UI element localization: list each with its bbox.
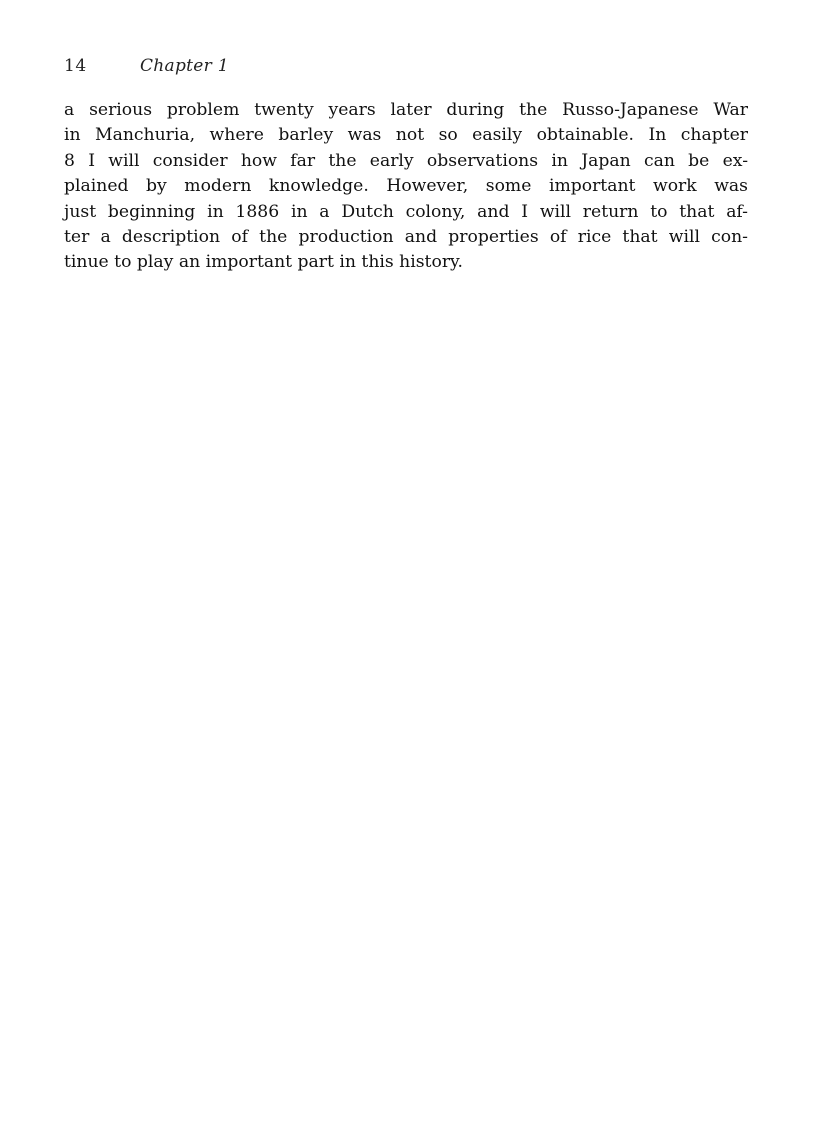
text-line: a serious problem twenty years later during the Russo-Japanese War — [64, 100, 748, 120]
text-line: ter a description of the production and properties of rice that will con- — [64, 227, 748, 248]
text-line: just beginning in 1886 in a Dutch colony, and I will return to that af- — [64, 201, 748, 222]
text-line: plained by modern knowledge. However, some important work was — [64, 176, 748, 197]
page-number: 14 — [64, 56, 87, 76]
text-line: 8 I will consider how far the early observations in Japan can be ex- — [64, 150, 748, 171]
running-head — [64, 56, 229, 78]
text-line: tinue to play an important part in this history. — [64, 252, 463, 273]
body-paragraph — [64, 98, 748, 276]
chapter-label: Chapter 1 — [140, 56, 229, 76]
text-line: in Manchuria, where barley was not so easily obtainable. In chapter — [64, 125, 748, 146]
